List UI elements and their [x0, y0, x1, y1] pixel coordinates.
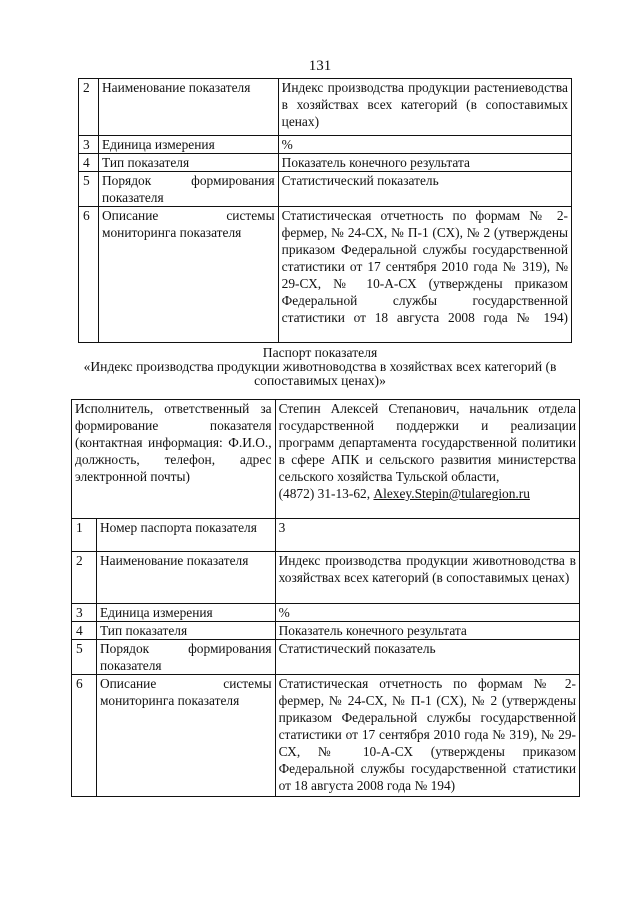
row-value: Статистический показатель	[275, 640, 579, 675]
passport-subtitle: «Индекс производства продукции животноводства в хозяйствах всех категорий (в сопоставимых ценах)»	[83, 359, 557, 388]
row-number: 6	[72, 675, 97, 797]
passport-heading: Паспорт показателя	[262, 345, 378, 360]
row-value: Индекс производства продукции растениеводства в хозяйствах всех категорий (в сопоставимых ценах)	[278, 79, 571, 136]
row-value: Статистическая отчетность по формам № 2-фермер, № 24-СХ, № П-1 (СХ), № 2 (утверждены приказом Федеральной службы государственной статистики от 17 сентября 2010 года № 319), № 29-СХ, № 10-А-СХ (утверждены приказом Федеральной службы государственной статистики от 18 августа 2008 года № 194)	[278, 207, 571, 343]
row-value: Статистическая отчетность по формам № 2-фермер, № 24-СХ, № П-1 (СХ), № 2 (утверждены приказом Федеральной службы государственной статистики от 17 сентября 2010 года № 319), № 29-СХ, № 10-А-СХ (утверждены приказом Федеральной службы государственной статистики от 18 августа 2008 года № 194)	[275, 675, 579, 797]
row-label: Тип показателя	[96, 622, 275, 640]
row-number: 3	[72, 604, 97, 622]
row-number: 3	[79, 136, 99, 154]
row-number: 2	[72, 552, 97, 604]
row-number: 4	[79, 154, 99, 172]
row-value: Показатель конечного результата	[278, 154, 571, 172]
row-number: 5	[79, 172, 99, 207]
executor-email-link[interactable]: Alexey.Stepin@tularegion.ru	[373, 486, 530, 501]
row-label: Наименование показателя	[98, 79, 278, 136]
table-row	[79, 207, 572, 343]
row-label: Номер паспорта показателя	[96, 519, 275, 552]
executor-label: Исполнитель, ответственный за формирование показателя (контактная информация: Ф.И.О., должность, телефон, адрес электронной почты)	[72, 400, 276, 519]
row-label: Тип показателя	[98, 154, 278, 172]
table-row	[79, 154, 572, 172]
row-number: 1	[72, 519, 97, 552]
row-number: 2	[79, 79, 99, 136]
table-row	[72, 604, 580, 622]
table-row	[72, 552, 580, 604]
row-label: Порядок формирования показателя	[96, 640, 275, 675]
table-row	[72, 640, 580, 675]
executor-info	[275, 400, 579, 519]
executor-phone: (4872) 31-13-62,	[278, 486, 371, 501]
row-label: Единица измерения	[96, 604, 275, 622]
row-value: %	[278, 136, 571, 154]
row-label: Порядок формирования показателя	[98, 172, 278, 207]
row-label: Описание системы мониторинга показателя	[98, 207, 278, 343]
row-label: Единица измерения	[98, 136, 278, 154]
row-number: 4	[72, 622, 97, 640]
row-label: Наименование показателя	[96, 552, 275, 604]
row-value: Статистический показатель	[278, 172, 571, 207]
table-row	[79, 136, 572, 154]
row-value: 3	[275, 519, 579, 552]
table-row	[79, 79, 572, 136]
page-number: 131	[308, 58, 332, 74]
passport-table-livestock	[71, 399, 580, 797]
row-label: Описание системы мониторинга показателя	[96, 675, 275, 797]
table-row	[79, 172, 572, 207]
row-number: 6	[79, 207, 99, 343]
passport-title	[60, 346, 580, 388]
row-value: Индекс производства продукции животноводства в хозяйствах всех категорий (в сопоставимых ценах)	[275, 552, 579, 604]
table-row	[72, 622, 580, 640]
executor-row	[72, 400, 580, 519]
row-number: 5	[72, 640, 97, 675]
table-row	[72, 519, 580, 552]
row-value: Показатель конечного результата	[275, 622, 579, 640]
row-value: %	[275, 604, 579, 622]
executor-value: Степин Алексей Степанович, начальник отдела государственной поддержки и реализации программ департамента государственной политики в сфере АПК и сельского развития министерства сельского хозяйства Тульской области,	[278, 401, 576, 484]
table-row	[72, 675, 580, 797]
indicator-table-plant	[78, 78, 572, 343]
